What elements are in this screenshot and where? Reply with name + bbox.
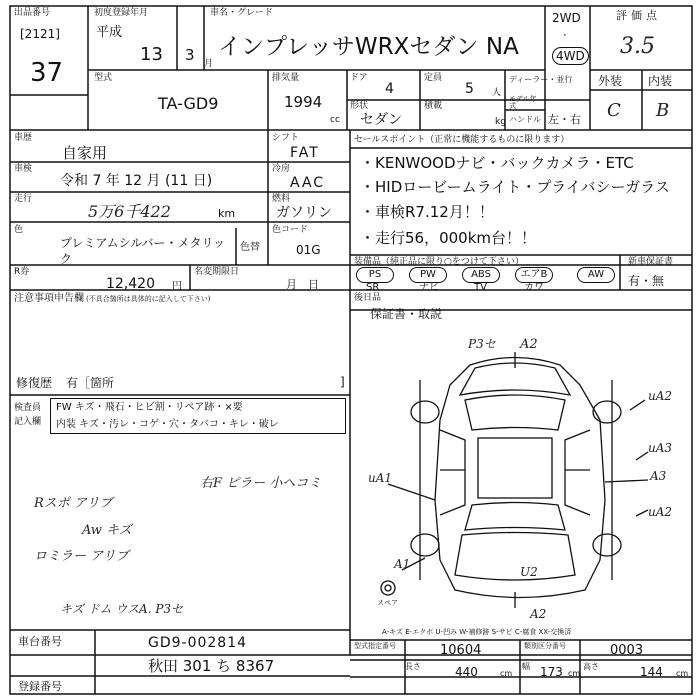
score: 3.5 [620, 34, 655, 59]
equipment-pw: PW [409, 267, 447, 283]
color-label: 色 [14, 225, 24, 235]
mark-right-mid: uA3 [648, 441, 673, 455]
capacity-label: 定員 [424, 73, 443, 83]
model: TA-GD9 [158, 94, 219, 113]
equipment-abs: ABS [462, 267, 500, 283]
mark-left-door: uA1 [368, 471, 393, 485]
height-unit: cm [676, 669, 689, 678]
check-label: 検査員記入欄 [14, 403, 42, 427]
mark-trunk: U2 [520, 565, 538, 579]
height-label: 高さ [583, 662, 599, 671]
category-label: 類別区分番号 [524, 642, 566, 650]
sales-point-1: ・KENWOODナビ・バックカメラ・ETC [360, 154, 634, 172]
model-year-label: モデル年式 [509, 95, 537, 110]
width-label: 幅 [522, 662, 530, 671]
equipment-leather: カワ [524, 282, 544, 293]
notes-title: 注意事項申告欄 [14, 293, 84, 304]
equipment-navi: ナビ [419, 282, 439, 293]
model-label: 型式 [94, 73, 113, 83]
color-code: 01G [296, 243, 321, 257]
color-code-label: 色コード [272, 225, 309, 235]
doors-label: ドア [350, 73, 368, 83]
check-row-1: FW キズ・飛石・ヒビ割・リペア跡・×要 [56, 402, 243, 413]
reg-label: 登録番号 [18, 680, 62, 693]
mark-pillar: P3セ [468, 337, 496, 351]
car-name: インプレッサWRXセダン NA [218, 34, 519, 60]
displacement-label: 排気量 [272, 73, 300, 83]
fuel-label: 燃料 [272, 194, 291, 204]
name-change: 月 日 [286, 278, 319, 291]
length-label: 長さ [405, 662, 421, 671]
length-unit: cm [500, 669, 513, 678]
chassis-label: 車台番号 [18, 635, 62, 648]
mark-right-front: uA2 [648, 389, 673, 403]
mark-front: A2 [520, 337, 538, 352]
ac: AAC [290, 175, 326, 191]
mark-rear: A2 [530, 607, 547, 621]
category: 0003 [610, 643, 644, 658]
load-unit: kg [495, 117, 506, 127]
note-mirror: ロミラー アリブ [34, 549, 129, 564]
mileage: 5万6千422 [88, 202, 171, 221]
lot-label: 出品番号 [14, 8, 51, 18]
usage-label: 車歴 [14, 133, 33, 143]
capacity-unit: 人 [492, 88, 502, 98]
fuel: ガソリン [276, 205, 332, 221]
sales-point-3: ・車検R7.12月！！ [360, 203, 494, 221]
length: 440 [455, 665, 478, 679]
documents: 保証書・取説 [370, 307, 443, 321]
inspection-label: 車検 [14, 164, 33, 174]
first-reg-label: 初度登録年月 [94, 8, 149, 18]
inspection: 令和 7 年 12 月 (11 日) [60, 173, 213, 189]
drive-4wd: 4WD [552, 47, 589, 65]
handle-label: ハンドル [509, 115, 541, 124]
mark-right-door: A3 [650, 469, 667, 483]
exterior: C [607, 100, 621, 121]
doors: 4 [385, 81, 394, 97]
lot-number: 37 [30, 58, 64, 88]
displacement-unit: cc [330, 115, 340, 125]
note-aw: Aw キズ [82, 523, 132, 538]
equipment-sr: SR [366, 282, 380, 293]
reg-number: 秋田 301 ち 8367 [148, 657, 275, 675]
name-change-label: 名変期限日 [194, 267, 240, 277]
model-spec-label: 型式指定番号 [354, 642, 396, 650]
sales-point-4: ・走行56，000km台！！ [360, 229, 537, 247]
warranty: 有・無 [628, 274, 665, 288]
lot-code: [2121] [20, 27, 60, 41]
width-unit: cm [568, 669, 581, 678]
note-pillar: 右F ピラー 小ヘコミ [200, 476, 322, 491]
width: 173 [540, 665, 563, 679]
equipment-title: 装備品（純正品に限り○をつけて下さい） [354, 257, 524, 267]
mileage-unit: km [218, 207, 236, 220]
dealer-label: ディーラー・並行 [509, 75, 573, 84]
handle: 左・右 [548, 113, 581, 126]
era: 平成 [96, 25, 123, 40]
color: プレミアムシルバー・メタリック [60, 236, 226, 266]
equipment-airbag: エアB [515, 267, 553, 283]
mark-right-rear: uA2 [648, 505, 673, 519]
equipment-aw: AW [577, 267, 615, 283]
chassis-number: GD9-002814 [148, 635, 248, 651]
sales-points-title: セールスポイント（正常に機能するものに限ります） [354, 135, 570, 145]
interior-label: 内装 [648, 74, 673, 88]
height: 144 [640, 665, 663, 679]
equipment-ps: PS [356, 267, 394, 283]
warranty-label: 新車保証書 [628, 257, 674, 267]
shift-label: シフト [272, 133, 300, 143]
mileage-label: 走行 [14, 194, 33, 204]
notes-subtitle: (不具合箇所は具体的に記入して下さい) [86, 295, 211, 303]
spare-label: スペア [377, 599, 398, 607]
check-row-2: 内装 キズ・汚レ・コゲ・穴・タバコ・キレ・破レ [56, 419, 279, 430]
recycle: 12,420 [106, 276, 155, 292]
equipment-tv: TV [474, 282, 487, 293]
month: 3 [185, 46, 195, 64]
sales-point-2: ・HIDロービームライト・プライバシーガラス [360, 178, 670, 196]
model-spec: 10604 [440, 643, 482, 658]
damage-legend: A-キズ E-エクボ U-凹み W-補修跡 S-サビ C-腐食 XX-交換済 [382, 628, 572, 636]
recycle-unit: 円 [172, 281, 182, 292]
ac-label: 冷房 [272, 164, 291, 174]
usage: 自家用 [62, 144, 108, 162]
score-label: 評価点 [616, 9, 661, 22]
drive-2wd: 2WD [552, 11, 581, 25]
auction-sheet: 出品番号 [2121] 37 初度登録年月 平成 13 3 月 車名・グレード インプレッサWRXセダン NA 2WD · 4WD 評価点 3.5 型式 TA-GD9 排気量 1994 cc ドア 4 定員 5 人 ディーラー・並行 モデル年式 形状 セダン 積載 kg ハンドル 左・右 外装 内装 C B 車歴 自家用 車検 令和 7 年 12 月 (11 日) 走行 5万6千422 km 色 プレミアムシルバー・メタリック 色替 シフト FAT 冷房 AAC 燃料 ガソリン 色コード 01G R券 12,420 円 名変期限日 月 日 セールスポイント（正常に機能するものに限ります） ・KENWOODナビ・バックカメラ・ETC ・HIDロービームライト・プライバシーガラス ・車検R7.12月！！ ・走行56，000km台！！ 装備品（純正品に限り○をつけて下さい） PS PW ABS エアB AW SR ナビ TV カワ 新車保証書 有・無 後日品 保証書・取説 注意事項申告欄 (不具合箇所は具体的に記入して下さい) 修復歴 有［箇所 ] 検査員記入欄 FW キズ・飛石・ヒビ割・リペア跡・×要 内装 キズ・汚レ・コゲ・穴・タバコ・キレ・破レ 右F ピラー 小ヘコミ Rスポ アリブ Aw キズ ロミラー アリブ キズ ドム ウスA. P3セ P3セ A2 uA2 uA1 A3 uA3 uA2 A1 U2 A2 スペア A-キズ E-エクボ U-凹み W-補修跡 S-サビ C-腐食 XX-交換済 車台番号 GD9-002814 登録番号 秋田 301 ち 8367 型式指定番号 10604 類別区分番号 0003 長さ 440 cm 幅 173 cm 高さ 144 cm [0, 0, 700, 700]
documents-label: 後日品 [354, 293, 382, 303]
color-no-label: 色替 [240, 242, 260, 253]
month-unit: 月 [204, 59, 214, 69]
load-label: 積載 [424, 101, 443, 111]
interior: B [656, 100, 670, 121]
note-rear-spoiler: Rスポ アリブ [34, 496, 113, 511]
mark-left-rear: A1 [394, 557, 411, 571]
displacement: 1994 [284, 93, 323, 111]
recycle-label: R券 [14, 267, 30, 277]
shift: FAT [290, 145, 320, 161]
exterior-label: 外装 [598, 74, 623, 88]
name-label: 車名・グレード [210, 8, 274, 18]
shape: セダン [360, 112, 403, 128]
capacity: 5 [465, 81, 474, 97]
shape-label: 形状 [350, 101, 369, 111]
repair-label: 修復歴 [16, 376, 53, 390]
note-scratch: キズ ドム ウスA. P3セ [60, 602, 184, 616]
year: 13 [140, 44, 163, 65]
repair-value: 有［箇所 [66, 376, 115, 390]
